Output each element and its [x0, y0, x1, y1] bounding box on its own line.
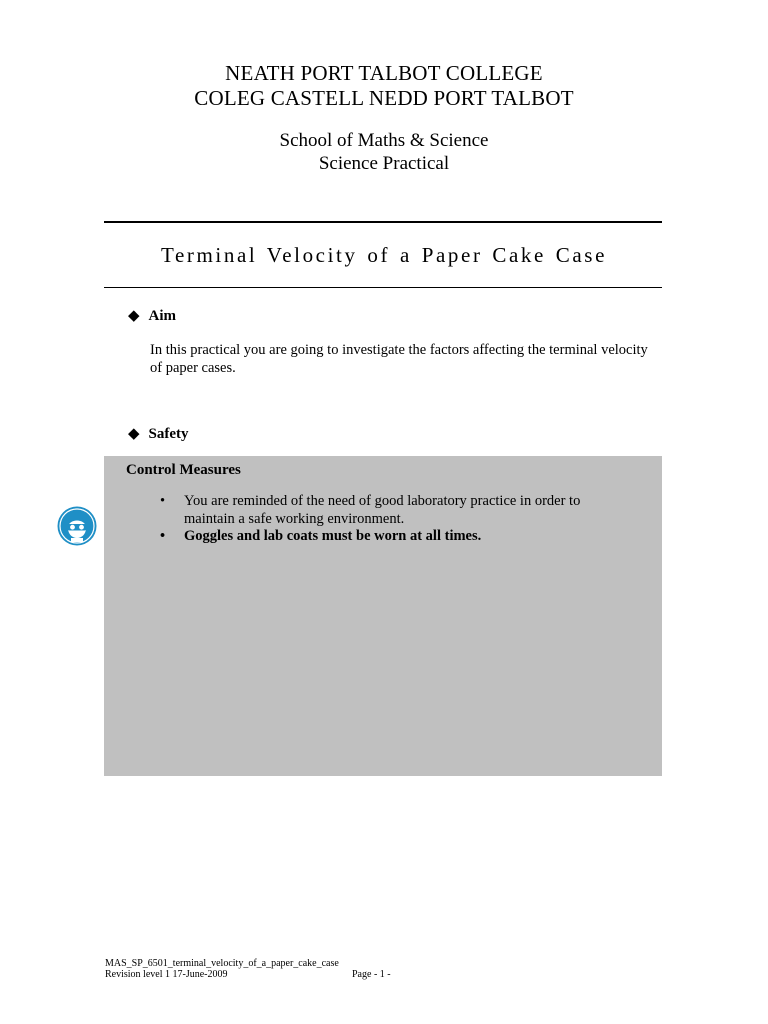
control-measures-title: Control Measures [126, 462, 241, 478]
control-measures-list [160, 493, 630, 546]
document-type: Science Practical [318, 153, 450, 174]
safety-goggles-icon [57, 506, 97, 546]
aim-text: In this practical you are going to investigate the factors affecting the terminal velocity of paper cases. [150, 342, 648, 376]
list-item [160, 493, 630, 528]
title-rule-bottom [104, 287, 662, 288]
footer-revision: Revision level 1 17-June-2009 [105, 969, 228, 980]
list-item [160, 528, 630, 546]
control-measure-text: You are reminded of the need of good laboratory practice in order to maintain a safe working environment. [184, 493, 581, 527]
aim-heading-label: Aim [148, 308, 177, 324]
school-name: School of Maths & Science [279, 130, 489, 151]
footer-page-number: Page - 1 - [352, 969, 391, 980]
college-name-english: NEATH PORT TALBOT COLLEGE [225, 61, 543, 85]
diamond-bullet-icon: ◆ [128, 308, 140, 324]
safety-heading [128, 425, 189, 444]
footer-doc-id: MAS_SP_6501_terminal_velocity_of_a_paper_cake_case [105, 958, 339, 969]
diamond-bullet-icon: ◆ [128, 426, 140, 442]
safety-heading-label: Safety [148, 426, 189, 442]
college-name-welsh: COLEG CASTELL NEDD PORT TALBOT [194, 86, 574, 110]
title-rule-top [104, 221, 662, 223]
bullet-icon: • [160, 528, 166, 544]
bullet-icon: • [160, 493, 166, 509]
aim-heading [128, 307, 176, 326]
control-measure-text: Goggles and lab coats must be worn at all times. [184, 528, 482, 544]
practical-title: Terminal Velocity of a Paper Cake Case [161, 243, 607, 267]
